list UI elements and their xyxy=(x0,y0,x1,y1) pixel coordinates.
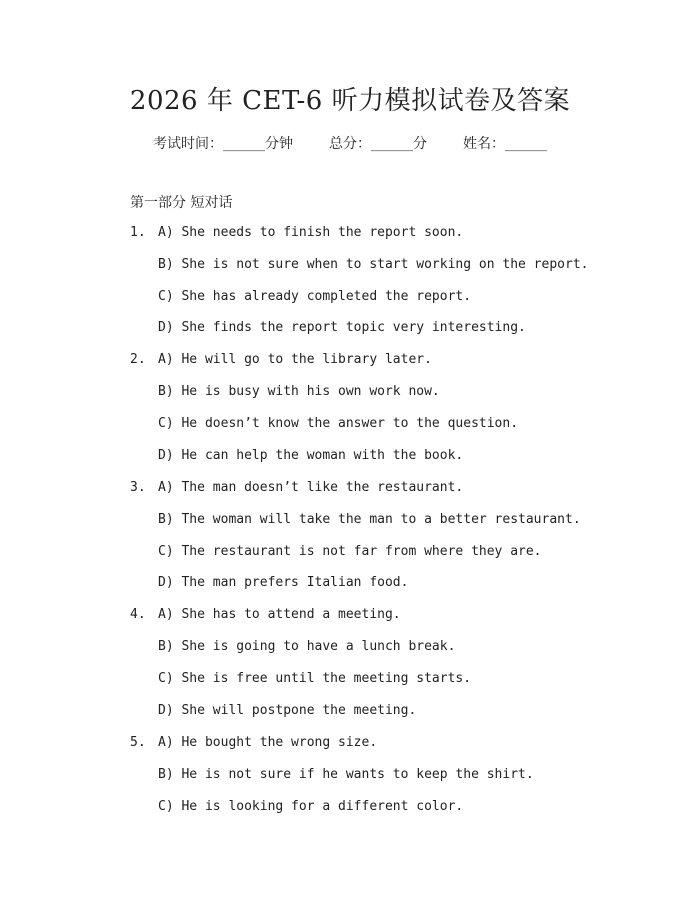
option-a: A) She needs to finish the report soon. xyxy=(158,225,464,240)
option-b: B) He is busy with his own work now. xyxy=(158,384,440,399)
question-number: 2. xyxy=(130,352,146,367)
option-a: A) He will go to the library later. xyxy=(158,352,432,367)
option-c: C) She has already completed the report. xyxy=(158,289,472,304)
option-a: A) He bought the wrong size. xyxy=(158,735,378,750)
option-b: B) The woman will take the man to a better restaurant. xyxy=(158,512,581,527)
section-title: 第一部分 短对话 xyxy=(130,195,233,211)
option-c: C) The restaurant is not far from where they are. xyxy=(158,544,542,559)
exam-time-field: 考试时间：______分钟 xyxy=(153,136,293,152)
option-c: C) He is looking for a different color. xyxy=(158,799,464,814)
option-b: B) He is not sure if he wants to keep the shirt. xyxy=(158,767,534,782)
option-d: D) The man prefers Italian food. xyxy=(158,575,409,590)
option-b: B) She is going to have a lunch break. xyxy=(158,639,456,654)
question-number: 4. xyxy=(130,607,146,622)
option-d: D) He can help the woman with the book. xyxy=(158,448,464,463)
option-a: A) She has to attend a meeting. xyxy=(158,607,401,622)
option-d: D) She will postpone the meeting. xyxy=(158,703,417,718)
option-c: C) She is free until the meeting starts. xyxy=(158,671,472,686)
question-number: 3. xyxy=(130,480,146,495)
option-b: B) She is not sure when to start working on the report. xyxy=(158,257,589,272)
option-c: C) He doesn’t know the answer to the question. xyxy=(158,416,519,431)
question-number: 1. xyxy=(130,225,146,240)
question-number: 5. xyxy=(130,735,146,750)
page-title: 2026 年 CET-6 听力模拟试卷及答案 xyxy=(129,86,571,116)
exam-meta xyxy=(0,133,700,153)
total-score-field: 总分：______分 xyxy=(329,136,427,152)
name-field: 姓名：______ xyxy=(463,136,547,152)
question-5-option-c xyxy=(130,799,690,844)
option-d: D) She finds the report topic very interesting. xyxy=(158,320,526,335)
option-a: A) The man doesn’t like the restaurant. xyxy=(158,480,464,495)
